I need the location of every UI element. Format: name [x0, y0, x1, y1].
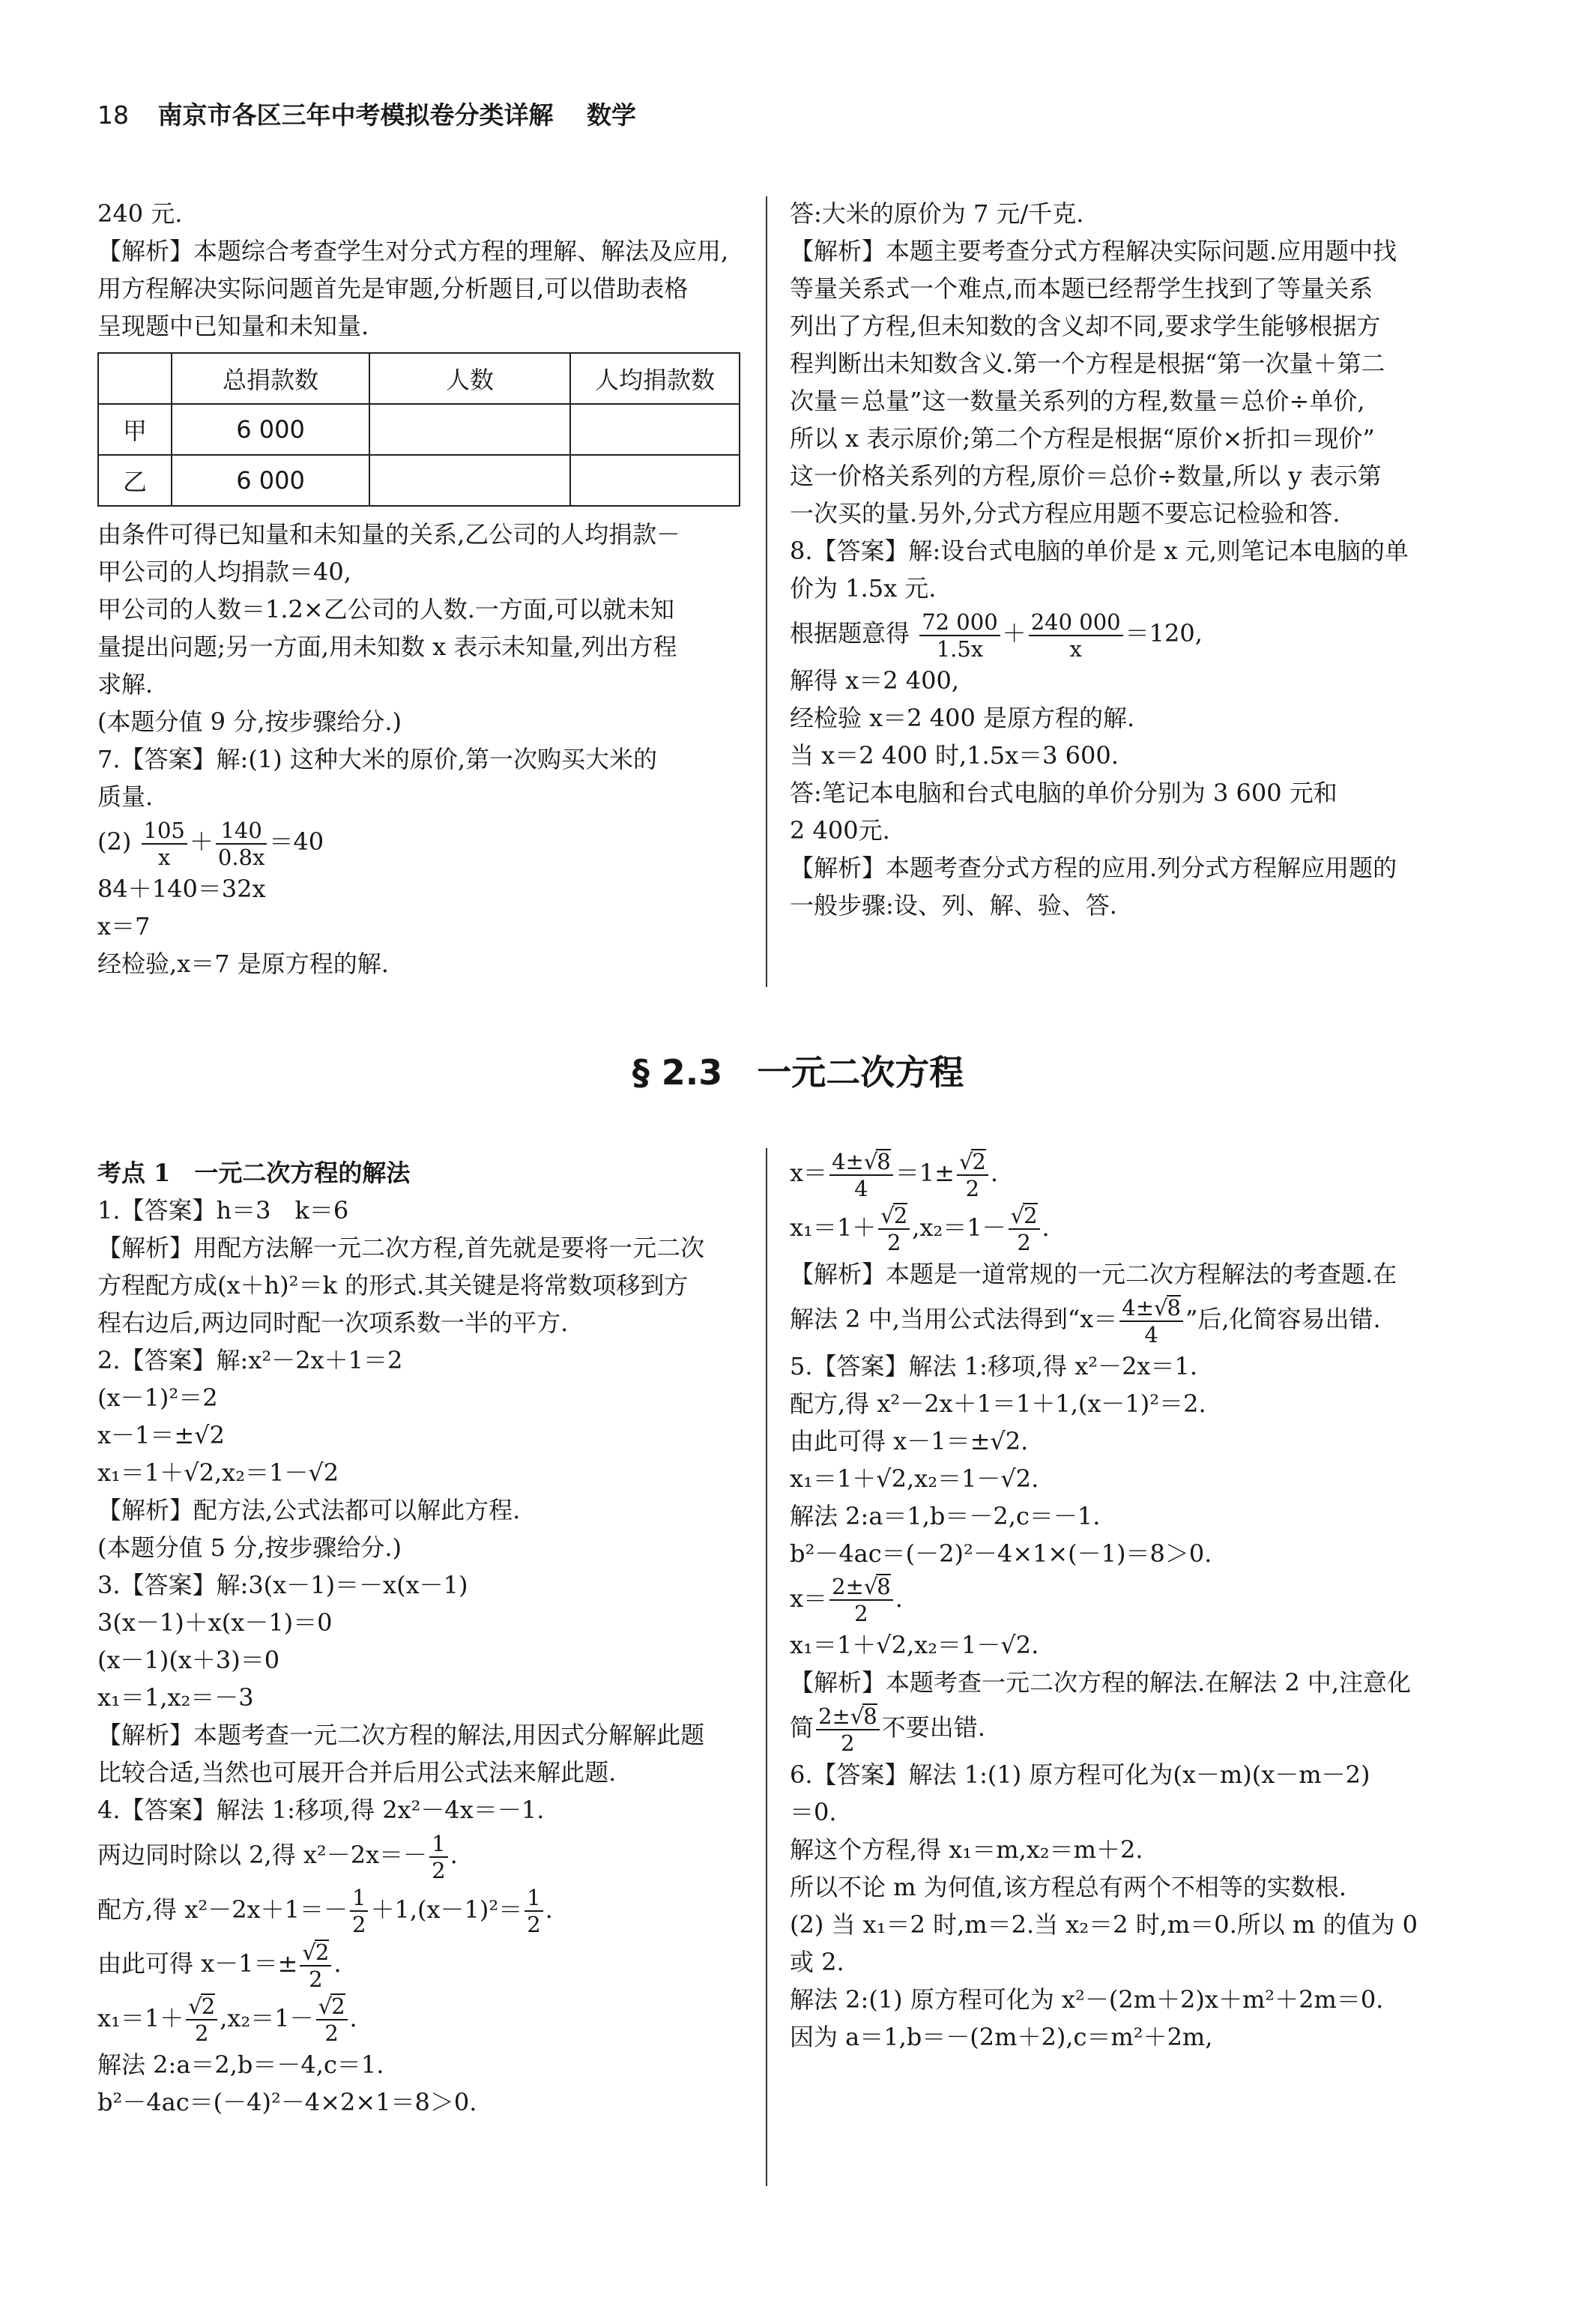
fraction: [957, 1149, 988, 1201]
text-line: 次量＝总量”这一数量关系列的方程,数量＝总价÷单价,: [790, 387, 1365, 415]
column-divider: [766, 1148, 767, 2186]
text-line: 量提出问题;另一方面,用未知数 x 表示未知量,列出方程: [97, 633, 677, 661]
text-line: 方程配方成(x＋h)²＝k 的形式.其关键是将常数项移到方: [97, 1271, 689, 1300]
numerator: 4±√8: [1119, 1295, 1183, 1322]
radicand: 2: [972, 1148, 986, 1174]
text-line: ＝0.: [790, 1797, 837, 1826]
equation-line: [97, 1937, 757, 1992]
eq-rhs: ＝120,: [1125, 619, 1203, 648]
eq-part: ＋1,(x－1)²＝: [370, 1895, 523, 1924]
numerator: 1: [525, 1885, 542, 1912]
denominator: 2: [352, 1912, 366, 1937]
text-line: x₁＝1,x₂＝－3: [97, 1683, 254, 1712]
eq-part: 由此可得 x－1＝±: [97, 1949, 298, 1978]
eq-part: x＝: [790, 1159, 828, 1187]
eq-part: .: [895, 1584, 903, 1613]
numerator: 140: [216, 818, 267, 845]
denominator: 4: [854, 1175, 868, 1201]
left-column-top: [97, 195, 742, 345]
text-line: x－1＝±√2: [97, 1421, 225, 1449]
text-line: 【解析】本题考查一元二次方程的解法,用因式分解解此题: [97, 1721, 705, 1749]
fraction: [142, 818, 187, 870]
equation-line: [97, 1883, 757, 1938]
text-line: 【解析】本题考查一元二次方程的解法.在解法 2 中,注意化: [790, 1668, 1412, 1697]
text-line: 答:笔记本电脑和台式电脑的单价分别为 3 600 元和: [790, 778, 1337, 807]
numerator: 4±√8: [829, 1149, 893, 1176]
numerator: √2: [1009, 1203, 1040, 1230]
eq-part: x＝: [790, 1584, 828, 1613]
text-line: 5.【答案】解法 1:移项,得 x²－2x＝1.: [790, 1351, 1198, 1380]
equation-line: [97, 1992, 757, 2047]
text-line: 6.【答案】解法 1:(1) 原方程可化为(x－m)(x－m－2): [790, 1760, 1370, 1789]
text-line: (x－1)²＝2: [97, 1383, 218, 1412]
text-line: 1.【答案】h＝3 k＝6: [97, 1196, 349, 1225]
eq-part: ,x₂＝1－: [220, 2003, 314, 2032]
text-line: x＝7: [97, 911, 151, 941]
text-line: (本题分值 9 分,按步骤给分.): [97, 707, 402, 736]
numerator: √2: [878, 1203, 910, 1230]
text-line: 经检验,x＝7 是原方程的解.: [97, 949, 389, 978]
table-header-cell: 人数: [369, 353, 570, 404]
text-line: 所以 x 表示原价;第二个方程是根据“原价×折扣＝现价”: [790, 424, 1375, 453]
text-line: (本题分值 5 分,按步骤给分.): [97, 1533, 402, 1562]
denominator: 0.8x: [217, 844, 265, 870]
denominator: 2: [1017, 1230, 1031, 1255]
text-line: 程右边后,两边同时配一次项系数一半的平方.: [97, 1309, 569, 1337]
topic-heading: 考点 1 一元二次方程的解法: [97, 1159, 411, 1187]
eq-part: 两边同时除以 2,得 x²－2x＝－: [97, 1841, 428, 1869]
text-line: 经检验 x＝2 400 是原方程的解.: [790, 703, 1135, 732]
text-line: 配方,得 x²－2x＋1＝1＋1,(x－1)²＝2.: [790, 1389, 1206, 1418]
book-title: 南京市各区三年中考模拟卷分类详解: [157, 100, 554, 130]
table-cell: 6 000: [172, 455, 369, 506]
denominator: 2: [854, 1601, 868, 1626]
denominator: 1.5x: [936, 636, 984, 662]
fraction: [525, 1885, 542, 1937]
numerator: √2: [316, 1993, 348, 2020]
text-line: 比较合适,当然也可展开合并后用公式法来解此题.: [97, 1758, 617, 1787]
text-line: 解法 2:a＝1,b＝－2,c＝－1.: [790, 1501, 1101, 1530]
fraction: [429, 1831, 447, 1883]
left-column-bottom: [97, 1154, 757, 2121]
numerator: 1: [350, 1885, 368, 1912]
right-column-top: [790, 195, 1509, 924]
text-line: 等量关系式一个难点,而本题已经帮学生找到了等量关系: [790, 274, 1373, 303]
table-cell: 乙: [98, 455, 172, 506]
text-line: 2.【答案】解:x²－2x＋1＝2: [97, 1346, 403, 1374]
text-line: 一次买的量.另外,分式方程应用题不要忘记检验和答.: [790, 499, 1340, 528]
numerator: √2: [957, 1149, 988, 1176]
eq-part: .: [450, 1841, 458, 1869]
equation-line: (2) $\frac{105}{x}$ ＋ $\frac{140}{0.8x}$ ＝40: [97, 817, 324, 870]
section-title: § 2.3 一元二次方程: [632, 1052, 964, 1093]
text-line: 2 400元.: [790, 815, 890, 845]
text-line: 或 2.: [790, 1947, 844, 1976]
table-row: [98, 404, 740, 455]
text-line: 甲公司的人数＝1.2×乙公司的人数.一方面,可以就未知: [97, 595, 675, 624]
eq-part: .: [990, 1159, 999, 1187]
text-line: 7.【答案】解:(1) 这种大米的原价,第一次购买大米的: [97, 745, 657, 773]
numerator: 2±√8: [816, 1703, 880, 1730]
table-row: [98, 455, 740, 506]
denominator: x: [1069, 636, 1082, 662]
denominator: 2: [324, 2020, 339, 2046]
eq-part: 解法 2 中,当用公式法得到“x＝: [790, 1305, 1118, 1333]
eq-part: 简: [790, 1713, 814, 1742]
equation-line: 根据题意得 $\frac{72 000}{1.5x}$ ＋ $\frac{240 000}{x}$ ＝120,: [790, 609, 1203, 662]
text-line: 解法 2:(1) 原方程可化为 x²－(2m＋2)x＋m²＋2m＝0.: [790, 1984, 1384, 2014]
equation-line: [790, 1701, 1509, 1756]
eq-part: .: [1042, 1213, 1050, 1242]
text-line: x₁＝1＋√2,x₂＝1－√2.: [790, 1631, 1039, 1659]
table-cell: 甲: [98, 404, 172, 455]
text-line: 用方程解决实际问题首先是审题,分析题目,可以借助表格: [97, 274, 689, 303]
eq-part: 4±: [832, 1148, 864, 1174]
right-column-bottom: [790, 1147, 1509, 2056]
table-header-cell: [98, 353, 172, 404]
text-line: 解这个方程,得 x₁＝m,x₂＝m＋2.: [790, 1835, 1143, 1864]
radicand: 8: [877, 1148, 891, 1174]
text-line: 质量.: [97, 782, 154, 811]
eq-part: x₁＝1＋: [97, 2003, 184, 2032]
eq-prefix: (2): [97, 827, 132, 856]
text-line: 列出了方程,但未知数的含义却不同,要求学生能够根据方: [790, 312, 1381, 340]
radicand: 8: [863, 1703, 877, 1729]
eq-part: ＝1±: [895, 1159, 955, 1187]
numerator: 240 000: [1029, 609, 1123, 636]
numerator: 2±√8: [829, 1574, 893, 1601]
eq-prefix: 根据题意得: [790, 619, 910, 648]
numerator: 1: [429, 1831, 447, 1858]
page-header: [97, 96, 636, 131]
text-line: 3(x－1)＋x(x－1)＝0: [97, 1608, 333, 1637]
denominator: 2: [886, 1230, 901, 1255]
text-line: b²－4ac＝(－4)²－4×2×1＝8＞0.: [97, 2088, 477, 2116]
text-line: 240 元.: [97, 199, 183, 228]
table-header-cell: 总捐款数: [172, 353, 369, 404]
text-line: 4.【答案】解法 1:移项,得 2x²－4x＝－1.: [97, 1796, 545, 1824]
denominator: 2: [432, 1857, 446, 1883]
eq-part: .: [349, 2003, 357, 2032]
left-column-top-2: [97, 516, 742, 983]
text-line: 解得 x＝2 400,: [790, 665, 960, 695]
text-line: (x－1)(x＋3)＝0: [97, 1646, 280, 1674]
subject: 数学: [587, 100, 636, 130]
equation-line: [790, 1293, 1509, 1347]
fraction: [300, 1940, 331, 1992]
fraction: [316, 1993, 348, 2046]
denominator: x: [158, 844, 171, 870]
fraction: [1119, 1295, 1183, 1347]
table-cell: 6 000: [172, 404, 369, 455]
equation-line: [790, 1572, 1509, 1627]
eq-part: x₁＝1＋: [790, 1213, 877, 1242]
radicand: 2: [201, 1993, 216, 2019]
fraction: [350, 1885, 368, 1937]
eq-part: ”后,化简容易出错.: [1185, 1305, 1381, 1333]
denominator: 2: [841, 1730, 855, 1756]
donation-table: [97, 352, 740, 507]
text-line: 当 x＝2 400 时,1.5x＝3 600.: [790, 740, 1119, 770]
fraction: [878, 1203, 910, 1255]
table-cell: [570, 455, 740, 506]
eq-rhs: ＝40: [269, 827, 324, 856]
radicand: 8: [877, 1574, 891, 1599]
fraction: [1009, 1203, 1040, 1255]
eq-part: 2±: [832, 1574, 864, 1599]
text-line: 由此可得 x－1＝±√2.: [790, 1426, 1029, 1455]
text-line: 因为 a＝1,b＝－(2m＋2),c＝m²＋2m,: [790, 2022, 1213, 2051]
page-number: 18: [97, 100, 129, 130]
eq-part: 配方,得 x²－2x＋1＝－: [97, 1895, 348, 1924]
text-line: 【解析】本题综合考查学生对分式方程的理解、解法及应用,: [97, 237, 729, 265]
text-line: 所以不论 m 为何值,该方程总有两个不相等的实数根.: [790, 1872, 1347, 1901]
text-line: 8.【答案】解:设台式电脑的单价是 x 元,则笔记本电脑的单: [790, 537, 1409, 565]
equation-line: [790, 1201, 1509, 1256]
text-line: 3.【答案】解:3(x－1)＝－x(x－1): [97, 1571, 468, 1599]
text-line: x₁＝1＋√2,x₂＝1－√2.: [790, 1464, 1039, 1493]
text-line: 84＋140＝32x: [97, 874, 266, 903]
numerator: √2: [186, 1993, 217, 2020]
text-line: (2) 当 x₁＝2 时,m＝2.当 x₂＝2 时,m＝0.所以 m 的值为 0: [790, 1910, 1418, 1939]
text-line: 求解.: [97, 670, 154, 698]
radicand: 2: [331, 1993, 345, 2019]
column-divider: [766, 196, 767, 987]
text-line: 甲公司的人均捐款＝40,: [97, 558, 351, 586]
radicand: 2: [1024, 1203, 1038, 1228]
denominator: 2: [965, 1175, 980, 1201]
eq-part: 不要出错.: [881, 1713, 985, 1742]
text-line: 价为 1.5x 元.: [790, 574, 937, 603]
text-line: 呈现题中已知量和未知量.: [97, 312, 369, 340]
eq-part: .: [333, 1949, 342, 1978]
radicand: 2: [893, 1203, 908, 1228]
eq-part: 2±: [818, 1703, 850, 1729]
text-line: 解法 2:a＝2,b＝－4,c＝1.: [97, 2050, 384, 2079]
fraction: [829, 1574, 893, 1626]
text-line: 【解析】本题是一道常规的一元二次方程解法的考查题.在: [790, 1260, 1397, 1288]
denominator: 2: [527, 1912, 541, 1937]
text-line: 【解析】本题考查分式方程的应用.列分式方程解应用题的: [790, 853, 1397, 882]
radicand: 2: [315, 1939, 330, 1965]
eq-part: .: [545, 1895, 553, 1924]
radicand: 8: [1167, 1294, 1181, 1321]
equation-line: [97, 1829, 757, 1883]
eq-part: 4±: [1122, 1294, 1155, 1321]
numerator: √2: [300, 1940, 331, 1967]
text-line: 由条件可得已知量和未知量的关系,乙公司的人均捐款－: [97, 520, 681, 549]
text-line: 这一价格关系列的方程,原价＝总价÷数量,所以 y 表示第: [790, 462, 1382, 490]
text-line: 一般步骤:设、列、解、验、答.: [790, 890, 1117, 920]
fraction: [919, 609, 1000, 662]
numerator: 105: [142, 818, 187, 845]
fraction: [1029, 609, 1123, 662]
text-line: 【解析】本题主要考查分式方程解决实际问题.应用题中找: [790, 237, 1397, 265]
denominator: 4: [1144, 1321, 1158, 1347]
eq-part: ,x₂＝1－: [912, 1213, 1006, 1242]
text-line: 【解析】用配方法解一元二次方程,首先就是要将一元二次: [97, 1234, 705, 1262]
denominator: 2: [194, 2020, 209, 2046]
equation-line: [790, 1147, 1509, 1201]
numerator: 72 000: [919, 609, 1000, 636]
fraction: [829, 1149, 893, 1201]
text-line: 程判断出未知数含义.第一个方程是根据“第一次量＋第二: [790, 349, 1385, 378]
table-cell: [369, 404, 570, 455]
table-header-cell: 人均捐款数: [570, 353, 740, 404]
table-cell: [369, 455, 570, 506]
text-line: 【解析】配方法,公式法都可以解此方程.: [97, 1496, 521, 1524]
text-line: b²－4ac＝(－2)²－4×1×(－1)＝8＞0.: [790, 1539, 1212, 1568]
fraction: [186, 1993, 217, 2046]
text-line: x₁＝1＋√2,x₂＝1－√2: [97, 1458, 339, 1487]
table-cell: [570, 404, 740, 455]
fraction: [216, 818, 267, 870]
denominator: 2: [309, 1966, 323, 1992]
text-line: 答:大米的原价为 7 元/千克.: [790, 199, 1084, 228]
fraction: [816, 1703, 880, 1756]
